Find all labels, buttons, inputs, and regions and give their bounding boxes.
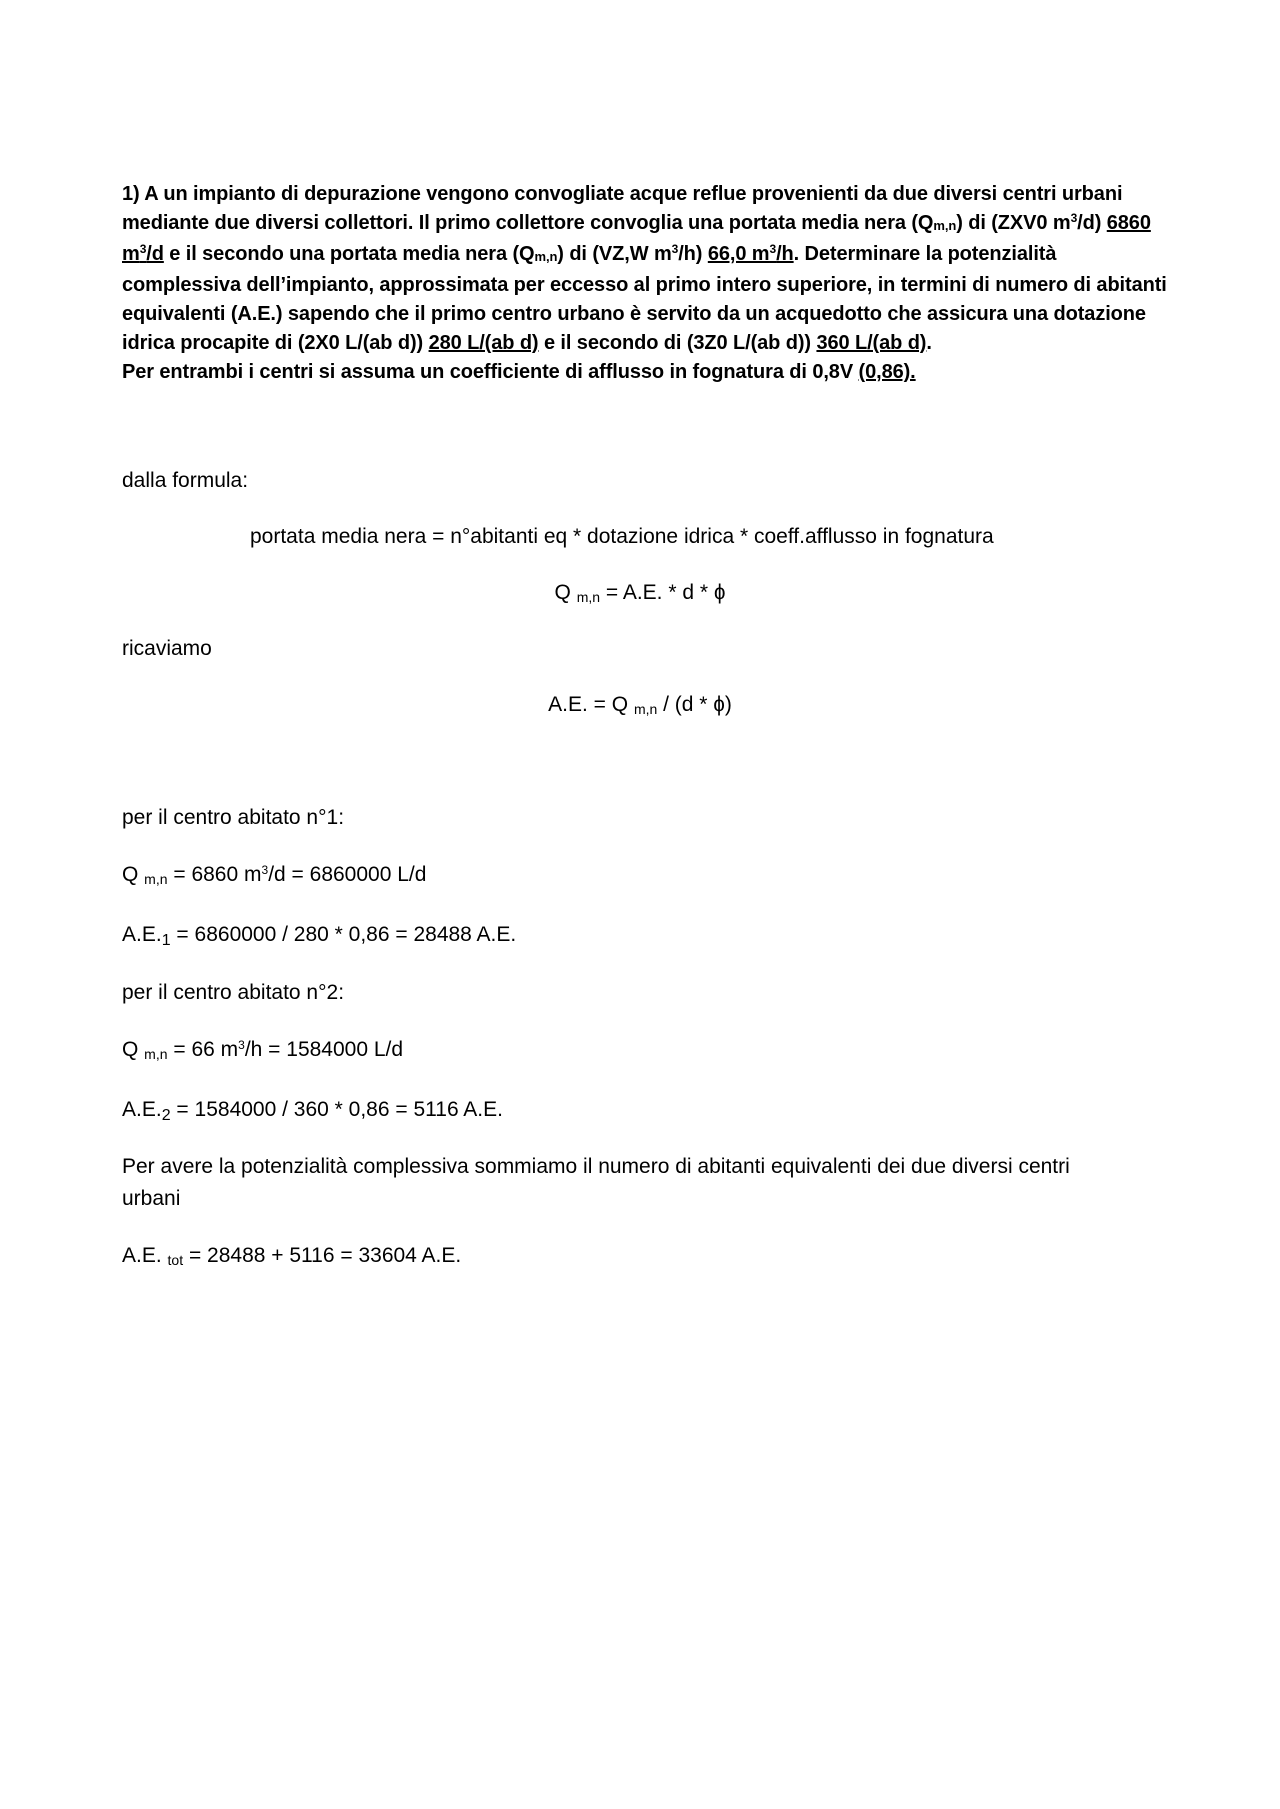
superscript: 3 bbox=[139, 242, 147, 256]
subscript: tot bbox=[167, 1252, 184, 1268]
problem-text: 1) A un impianto di depurazione vengono convogliate acque reflue provenienti da due diversi centri urbani mediante due diversi collettori. Il primo collettore convoglia una portata media nera (Q bbox=[122, 183, 1123, 234]
subscript: 2 bbox=[161, 1107, 171, 1124]
problem-text: ) di (VZ,W m bbox=[557, 243, 672, 265]
problem-text: . bbox=[926, 332, 932, 354]
subscript: m,n bbox=[144, 871, 168, 887]
subscript: m,n bbox=[633, 701, 658, 717]
subscript: m,n bbox=[933, 218, 957, 233]
underlined-text: /h bbox=[776, 243, 794, 265]
superscript: 3 bbox=[261, 863, 269, 877]
superscript: 3 bbox=[671, 242, 679, 256]
calc-text: Q bbox=[122, 1038, 145, 1061]
q2-calc bbox=[122, 1035, 403, 1069]
calc-text: = 6860000 / 280 * 0,86 = 28488 A.E. bbox=[170, 923, 517, 946]
subscript: m,n bbox=[534, 249, 558, 264]
underlined-value bbox=[708, 243, 794, 265]
underlined-text: /d bbox=[146, 243, 164, 265]
calc-text: Q bbox=[122, 863, 145, 886]
problem-text: /d) bbox=[1077, 212, 1107, 234]
calc-text: = 6860 m bbox=[167, 863, 262, 886]
problem-text: /h) bbox=[678, 243, 708, 265]
underlined-value: 280 L/(ab d) bbox=[428, 332, 539, 354]
problem-statement bbox=[122, 180, 1172, 387]
calc-text: /d = 6860000 L/d bbox=[268, 863, 427, 886]
underlined-text: 66,0 m bbox=[707, 243, 770, 265]
formula-text: = A.E. * d * ɸ bbox=[600, 581, 726, 604]
q1-calc bbox=[122, 860, 426, 894]
problem-text: e il secondo di (3Z0 L/(ab d)) bbox=[538, 332, 817, 354]
subscript: 1 bbox=[161, 932, 171, 949]
intro-label: dalla formula: bbox=[122, 469, 249, 492]
calc-text: A.E. bbox=[122, 1098, 162, 1121]
formula-1 bbox=[0, 578, 1280, 612]
centro-2-heading: per il centro abitato n°2: bbox=[122, 981, 345, 1004]
calc-text: A.E. bbox=[122, 923, 162, 946]
centro-1-heading: per il centro abitato n°1: bbox=[122, 806, 345, 829]
total-calc bbox=[122, 1241, 461, 1275]
derive-label: ricaviamo bbox=[122, 637, 212, 660]
superscript: 3 bbox=[238, 1038, 245, 1052]
summary-paragraph: Per avere la potenzialità complessiva sommiamo il numero di abitanti equivalenti dei due diversi centri urbani bbox=[122, 1155, 1070, 1210]
calc-text: = 1584000 / 360 * 0,86 = 5116 A.E. bbox=[170, 1098, 503, 1121]
underlined-text: 6860 m bbox=[122, 212, 1151, 265]
subscript: m,n bbox=[144, 1046, 168, 1062]
problem-text: ) di (ZXV0 m bbox=[956, 212, 1071, 234]
calc-text: /h = 1584000 L/d bbox=[244, 1038, 404, 1061]
formula-words: portata media nera = n°abitanti eq * dotazione idrica * coeff.afflusso in fognatura bbox=[250, 525, 994, 548]
ae2-calc bbox=[122, 1095, 503, 1131]
superscript: 3 bbox=[1070, 211, 1078, 225]
underlined-value: (0,86). bbox=[858, 361, 916, 383]
problem-text: Per entrambi i centri si assuma un coefficiente di afflusso in fognatura di 0,8V bbox=[122, 361, 859, 383]
superscript: 3 bbox=[769, 242, 777, 256]
problem-text: . Determinare la potenzialità complessiva dell’impianto, approssimata per eccesso al primo intero superiore, in termini di numero di abitanti equivalenti (A.E.) sapendo che il primo centro urbano è servito da un acquedotto che assicura una dotazione idrica procapite di (2X0 L/(ab d)) bbox=[122, 243, 1167, 354]
calc-text: = 28488 + 5116 = 33604 A.E. bbox=[183, 1244, 462, 1267]
formula-text: Q bbox=[554, 581, 577, 604]
formula-text: / (d * ɸ) bbox=[657, 693, 732, 716]
problem-text: e il secondo una portata media nera (Q bbox=[163, 243, 535, 265]
underlined-value: 360 L/(ab d) bbox=[816, 332, 927, 354]
calc-text: A.E. bbox=[122, 1244, 168, 1267]
calc-text: = 66 m bbox=[167, 1038, 239, 1061]
formula-text: A.E. = Q bbox=[548, 693, 634, 716]
ae1-calc bbox=[122, 920, 516, 956]
subscript: m,n bbox=[576, 589, 601, 605]
formula-2 bbox=[0, 690, 1280, 724]
